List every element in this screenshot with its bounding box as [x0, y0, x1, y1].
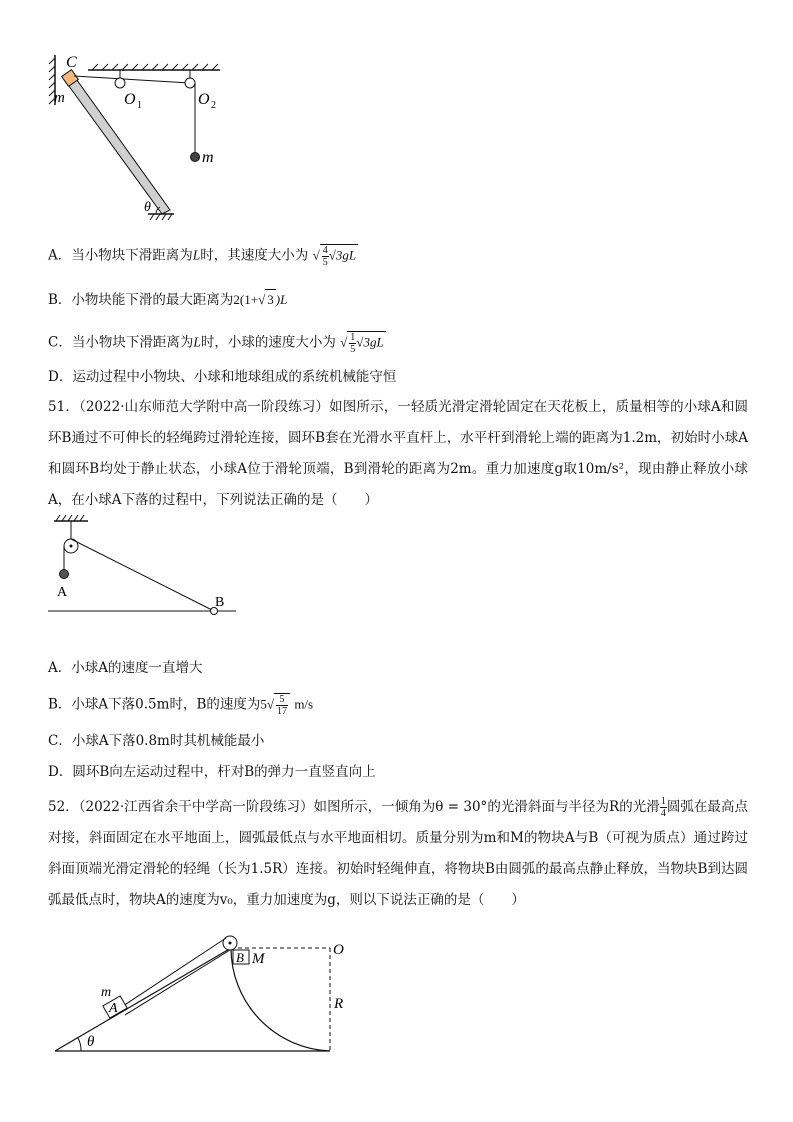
label-m-ball: m [202, 149, 214, 166]
q51-option-b-coef: 5 [260, 696, 267, 712]
q50-option-a-var: L [192, 247, 201, 263]
label-o1: O [124, 91, 136, 108]
q50-option-c-prefix: C．当小物块下滑距离为 [48, 334, 194, 351]
q50-option-d: D．运动过程中小物块、小球和地球组成的系统机械能守恒 [48, 369, 397, 385]
q50-option-c-sqrt: √ $\frac{1}{5}$ √3gL [340, 332, 384, 355]
q50-option-b-math-a: 2(1+ [233, 292, 259, 307]
q51-option-b-num: 5 [276, 694, 288, 706]
label-b: B [236, 950, 244, 965]
figure-pulley-ring [40, 515, 250, 615]
q50-option-a-mid: 时，其速度大小为 [200, 247, 309, 264]
q51-option-b-sqrt: √ $\frac{5}{17}$ [267, 693, 290, 717]
q52-stem [48, 792, 748, 916]
q52-frac-den: 4 [660, 808, 666, 819]
label-c: C [66, 54, 77, 71]
q50-option-b-root: 3 [265, 289, 276, 310]
label-m-left: m [54, 90, 65, 106]
q50-option-b-prefix: B．小物块能下滑的最大距离为 [48, 292, 234, 308]
q50-option-c-den: 5 [350, 344, 356, 355]
q50-option-a-den: 5 [322, 257, 328, 268]
q50-option-a-num: 4 [322, 245, 328, 256]
label-R: R [334, 996, 344, 1012]
figure-pulley-incline [40, 50, 240, 225]
q51-option-b [48, 693, 313, 717]
q51-option-c: C．小球A下落0.8m时其机械能最小 [48, 733, 265, 749]
q50-option-c-mid: 时，小球的速度大小为 [200, 334, 336, 351]
q50-option-c-var: L [193, 334, 201, 350]
q50-option-a [48, 244, 358, 268]
label-o1-sub: 1 [137, 100, 142, 111]
q51-option-b-prefix: B．小球A下落0.5m时，B的速度为 [48, 696, 261, 713]
q50-option-a-sqrt: √ $\frac{4}{5}$ √3gL [312, 245, 357, 268]
q50-option-a-prefix: A．当小物块下滑距离为 [48, 247, 193, 264]
label-o2: O [198, 91, 210, 108]
label-a: A [57, 585, 68, 600]
q51-option-b-den: 17 [277, 706, 288, 717]
q50-option-b-math-b: )L [275, 292, 288, 307]
q52-frac-num: 1 [660, 796, 666, 807]
label-b: B [215, 595, 225, 610]
label-theta: θ [144, 200, 151, 215]
q50-option-b: B．小物块能下滑的最大距离为2(1+√ 3 )L [48, 289, 287, 310]
q50-option-c [48, 331, 386, 355]
q52-stem-part2: 圆弧在最高点对接，斜面固定在水平地面上，圆弧最低点与水平地面相切。质量分别为m和M的物块A与B（可视为质点）通过跨过斜面顶端光滑定滑轮的轻绳（长为1.5R）连接。初始时轻绳伸直，将物块B由圆弧的最高点静止释放，当物块B到达圆弧最低点时，物块A的速度为v₀，重力加速度为g，则以下说法正确的是（ ） [48, 799, 748, 908]
q50-option-c-num: 1 [350, 332, 356, 343]
q50-option-c-tail: 3gL [363, 334, 384, 350]
label-A: A [109, 1001, 118, 1016]
label-o2-sub: 2 [211, 100, 216, 111]
label-M: M [252, 951, 265, 967]
figure-incline-arc [45, 930, 365, 1060]
q52-fraction [660, 796, 667, 819]
q51-option-d: D．圆环B向左运动过程中，杆对B的弹力一直竖直向上 [48, 764, 376, 780]
q50-option-a-tail: 3gL [335, 247, 357, 263]
q51-option-a: A．小球A的速度一直增大 [48, 660, 203, 676]
q51-stem: 51．（2022·山东师范大学附中高一阶段练习）如图所示，一轻质光滑定滑轮固定在天花板上，质量相等的小球A和圆环B通过不可伸长的轻绳跨过滑轮连接，圆环B套在光滑水平直杆上，水平杆到滑轮上端的距离为1.2m，初始时小球A和圆环B均处于静止状态，小球A位于滑轮顶端，B到滑轮的距离为2m。重力加速度g取10m/s²，现由静止释放小球A，在小球A下落的过程中，下列说法正确的是（ ） [48, 399, 748, 508]
label-m: m [101, 985, 112, 1000]
q51-option-b-unit: m/s [294, 696, 314, 712]
q52-stem-part1: 52．（2022·江西省余干中学高一阶段练习）如图所示，一倾角为θ = 30°的光滑斜面与半径为R的光滑 [48, 799, 660, 815]
label-theta: θ [87, 1034, 95, 1050]
label-O: O [333, 942, 344, 958]
